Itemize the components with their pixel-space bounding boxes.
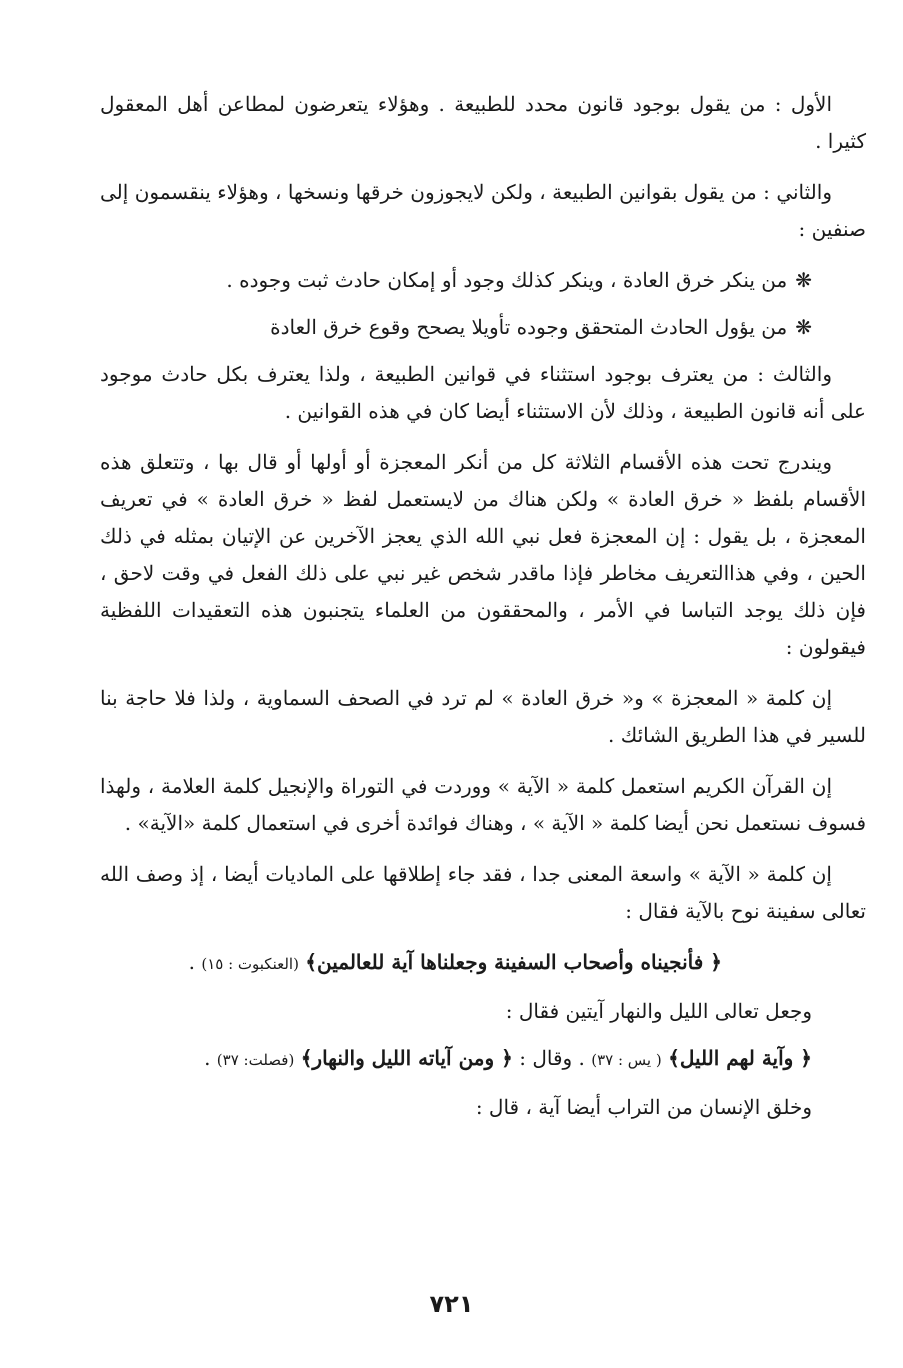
ayah-text: ﴿ فأنجيناه وأصحاب السفينة وجعلناها آية للعالمين﴾ — [305, 950, 722, 974]
verse-reference: (العنكبوت : ١٥) — [201, 955, 299, 973]
page-number: ٧٢١ — [429, 1290, 474, 1318]
bullet-text: من ينكر خرق العادة ، وينكر كذلك وجود أو إمكان حادث ثبت وجوده . — [226, 268, 788, 292]
paragraph-human-creation: وخلق الإنسان من التراب أيضا آية ، قال : — [475, 1095, 812, 1119]
verse-end: . — [204, 1046, 217, 1070]
paragraph-second-group: والثاني : من يقول بقوانين الطبيعة ، ولكن لايجوزون خرقها ونسخها ، وهؤلاء ينقسمون إلى صنفين : — [100, 180, 866, 241]
ayah-text: ﴿ وآية لهم الليل﴾ — [668, 1046, 812, 1070]
bullet-text: من يؤول الحادث المتحقق وجوده تأويلا يصحح وقوع خرق العادة — [270, 315, 788, 339]
asterisk-icon: ❋ — [795, 315, 812, 339]
paragraph-night-day: وجعل تعالى الليل والنهار آيتين فقال : — [505, 999, 812, 1023]
bullet-item-deny — [100, 262, 866, 299]
paragraph-ayah-word: إن القرآن الكريم استعمل كلمة « الآية » ووردت في التوراة والإنجيل كلمة العلامة ، ولهذا فسوف نستعمل نحن أيضا كلمة « الآية » ، وهناك فوائدة أخرى في استعمال كلمة «الآية» . — [100, 774, 866, 835]
verse-end: . — [188, 950, 202, 974]
paragraph-terms: إن كلمة « المعجزة » و« خرق العادة » لم ترد في الصحف السماوية ، ولذا فلا حاجة بنا للسير في هذا الطريق الشائك . — [100, 686, 866, 747]
paragraph-third-group: والثالث : من يعترف بوجود استثناء في قوانين الطبيعة ، ولذا يعترف بكل حادث موجود على أنه قانون الطبيعة ، وذلك لأن الاستثناء أيضا كان في هذه القوانين . — [100, 362, 866, 423]
paragraph-ayah-meaning: إن كلمة « الآية » واسعة المعنى جدا ، فقد جاء إطلاقها على الماديات أيضا ، إذ وصف الله تعالى سفينة نوح بالآية فقال : — [100, 862, 866, 923]
page-body — [100, 86, 866, 1336]
verse-reference: ( يس : ٣٧) — [591, 1051, 662, 1069]
ayah-text: ﴿ ومن آياته الليل والنهار﴾ — [300, 1046, 513, 1070]
quran-verse-night-day — [100, 1040, 866, 1079]
verse-reference: (فصلت: ٣٧) — [216, 1051, 295, 1069]
quran-verse-ankabut — [100, 944, 866, 983]
asterisk-icon: ❋ — [795, 268, 812, 292]
verse-connector: . وقال : — [519, 1046, 585, 1070]
paragraph-first-group: الأول : من يقول بوجود قانون محدد للطبيعة . وهؤلاء يتعرضون لمطاعن أهل المعقول كثيرا . — [100, 92, 866, 153]
bullet-item-interpret — [100, 309, 866, 346]
paragraph-definition: ويندرج تحت هذه الأقسام الثلاثة كل من أنكر المعجزة أو أولها أو قال بها ، وتتعلق هذه الأقسام بلفظ « خرق العادة » ولكن هناك من لايستعمل لفظ « خرق العادة » في تعريف المعجزة ، بل يقول : إن المعجزة فعل نبي الله الذي يعجز الآخرين عن الإتيان بمثله في ذلك الحين ، وفي هذاالتعريف مخاطر فإذا ماقدر شخص غير نبي على ذلك الفعل في وقت لاحق ، فإن ذلك يوجد التباسا في الأمر ، والمحققون من العلماء يتجنبون هذه التعقيدات اللفظية فيقولون : — [100, 450, 866, 659]
